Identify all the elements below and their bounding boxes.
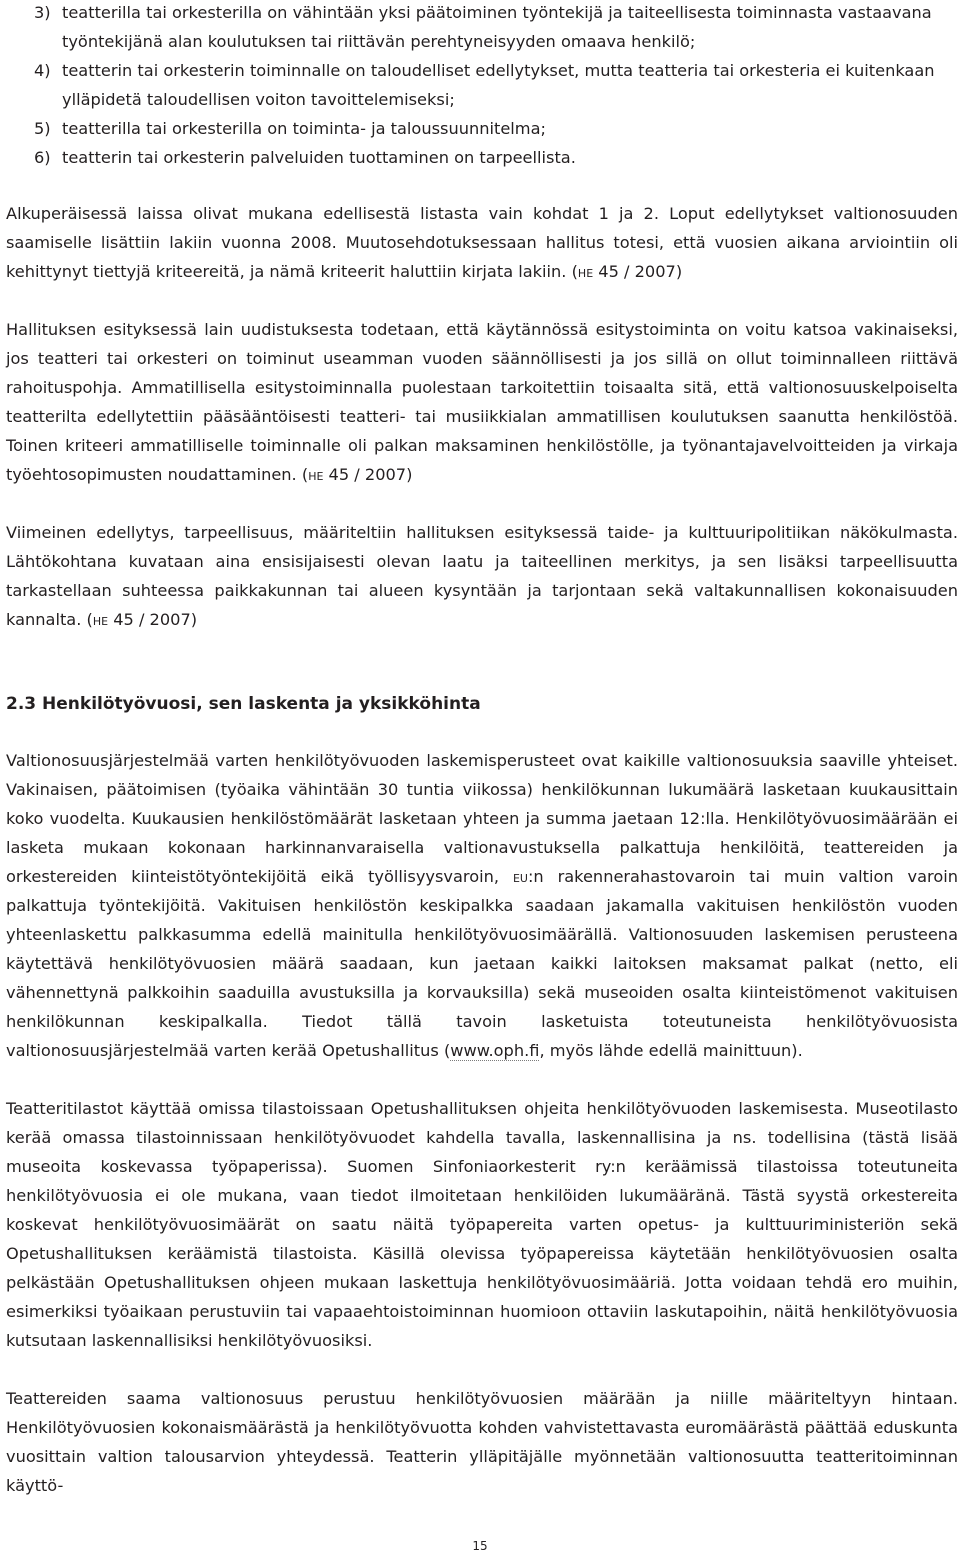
oph-link[interactable]: www.oph.fi [450,1041,540,1060]
document-page [6,0,958,1500]
reference-citation: (he 45 / 2007) [86,610,198,629]
paragraph-text: Valtionosuusjärjestelmää varten henkilötyövuoden laskemisperusteet ovat kaikille valtionosuuksia saaville yhteiset. Vakinaisen, päätoimisen (työaika vähintään 30 tuntia viikossa) henkilökunnan lukumäärä lasketaan kuukausittain koko vuodelta. Kuukausien henkilöstömäärät lasketaan yhteen ja summa jaetaan 12:lla. Henkilötyövuosimäärään ei lasketa mukaan kokonaan harkinnanvaraisella valtionavustuksella palkattuja henkilöitä, teattereiden ja orkestereiden kiinteistötyöntekijöitä eikä työllisyysvaroin, [6,751,958,886]
paragraph-text: Viimeinen edellytys, tarpeellisuus, määriteltiin hallituksen esityksessä taide- ja kulttuuripolitiikan näkökulmasta. Lähtökohtana kuvataan aina ensisijaisesti olevan laatu ja taiteellinen merkitys, ja sen lisäksi tarpeellisuutta tarkastellaan suhteessa paikkakunnan tai alueen kysyntään ja tarjontaan sekä valtakunnallisen kokonaisuuden kannalta. [6,523,958,629]
list-item-number: 3) [34,3,51,22]
list-item-text: teatterin tai orkesterin palveluiden tuottaminen on tarpeellista. [62,148,576,167]
list-item-number: 6) [34,148,51,167]
section-heading: 2.3 Henkilötyövuosi, sen laskenta ja yksikköhinta [6,694,481,714]
paragraph-government-proposal [6,315,958,489]
list-item [6,143,958,172]
page-number: 15 [472,1539,488,1553]
paragraph-original-law [6,199,958,286]
paragraph-necessity [6,518,958,634]
list-item-text: teatterin tai orkesterin toiminnalle on taloudelliset edellytykset, mutta teatteria tai orkesteria ei kuitenkaan ylläpidetä taloudellisen voiton tavoittelemiseksi; [62,61,935,109]
paragraph-text: Teattereiden saama valtionosuus perustuu henkilötyövuosien määrään ja niille määriteltyyn hintaan. Henkilötyövuosien kokonaismäärästä ja henkilötyövuotta kohden vahvistettavasta euromäärästä päättää eduskunta vuosittain valtion talousarvion yhteydessä. Teatterin ylläpitäjälle myönnetään valtionosuutta teatteritoiminnan käyttö- [6,1389,958,1495]
paragraph-statistics [6,1094,958,1355]
list-item [6,114,958,143]
paragraph-text: Hallituksen esityksessä lain uudistuksesta todetaan, että käytännössä esitystoiminta on voitu katsoa vakinaiseksi, jos teatteri tai orkesteri on toiminut useamman vuoden säännöllisesti ja jos sillä on ollut toiminnalleen riittävä rahoituspohja. Ammatillisella esitystoiminnalla puolestaan tarkoitettiin toisaalta sitä, että valtionosuuskelpoiselta teatterilta edellytettiin pääsääntöisesti teatteri- tai musiikkialan ammatillisen koulutuksen saanutta henkilöstöä. Toinen kriteeri ammatilliselle toiminnalle oli palkan maksaminen henkilöstölle, ja työnantajavelvoitteiden ja virkaja työehtosopimusten noudattaminen. [6,320,958,484]
list-item [6,56,958,114]
paragraph-text: :n rakennerahastovaroin tai muin valtion varoin palkattuja työntekijöitä. Vakituisen henkilöstön keskipalkka saadaan jakamalla vakituisen henkilöstön vuoden yhteenlaskettu palkkasumma edellä mainitulla henkilötyövuosimäärällä. Valtionosuuden laskemisen perusteena käytettävä henkilötyövuosien määrä saadaan, kun jaetaan kaikki laitoksen maksamat palkat (netto, eli vähennettynä palkkoihin saaduilla avustuksilla ja korvauksilla) sekä museoiden osalta kiinteistömenot vakituisen henkilökunnan keskipalkalla. Tiedot tällä tavoin lasketuista toteutuneista henkilötyövuosista valtionosuusjärjestelmää varten kerää Opetushallitus ( [6,867,958,1060]
list-item [6,0,958,56]
list-item-text: teatterilla tai orkesterilla on vähintään yksi päätoiminen työntekijä ja taiteellisesta toiminnasta vastaavana työntekijänä alan koulutuksen tai riittävän perehtyneisyyden omaava henkilö; [62,3,932,51]
paragraph-person-years [6,746,958,1065]
list-item-text: teatterilla tai orkesterilla on toiminta- ja taloussuunnitelma; [62,119,546,138]
paragraph-text: Teatteritilastot käyttää omissa tilastoissaan Opetushallituksen ohjeita henkilötyövuoden laskemisesta. Museotilasto kerää omassa tilastoinnissaan henkilötyövuodet kahdella tavalla, laskennallisina ja ns. todellisina (tästä lisää museoita koskevassa työpaperissa). Suomen Sinfoniaorkesterit ry:n keräämissä tilastoissa toteutuneita henkilötyövuosia ei ole mukana, vaan tiedot ilmoitetaan henkilöiden lukumääränä. Tästä syystä orkestereita koskevat henkilötyövuosimäärät on saatu näitä työpapereita varten opetus- ja kulttuuriministeriön sekä Opetushallituksen keräämistä tilastoista. Käsillä olevissa työpapereissa käytetään henkilötyövuosien osalta pelkästään Opetushallituksen ohjeen mukaan laskettuja henkilötyövuosimääriä. Jotta voidaan tehdä ero muihin, esimerkiksi työaikaan perustuviin tai vapaaehtoistoiminnan huomioon ottaviin laskutapoihin, näitä henkilötyövuosia kutsutaan laskennallisiksi henkilötyövuosiksi. [6,1099,958,1350]
reference-citation: (he 45 / 2007) [301,465,413,484]
eu-abbreviation: eu [512,867,528,886]
paragraph-text: Alkuperäisessä laissa olivat mukana edellisestä listasta vain kohdat 1 ja 2. Loput edellytykset valtionosuuden saamiselle lisättiin lakiin vuonna 2008. Muutosehdotuksessaan hallitus totesi, että vuosien aikana arviointiin oli kehittynyt tiettyjä kriteereitä, ja nämä kriteerit haluttiin kirjata lakiin. [6,204,958,281]
list-item-number: 4) [34,61,51,80]
reference-citation: (he 45 / 2007) [571,262,683,281]
criteria-list [6,0,958,172]
paragraph-text: , myös lähde edellä mainittuun). [539,1041,803,1060]
list-item-number: 5) [34,119,51,138]
paragraph-state-subsidy [6,1384,958,1500]
